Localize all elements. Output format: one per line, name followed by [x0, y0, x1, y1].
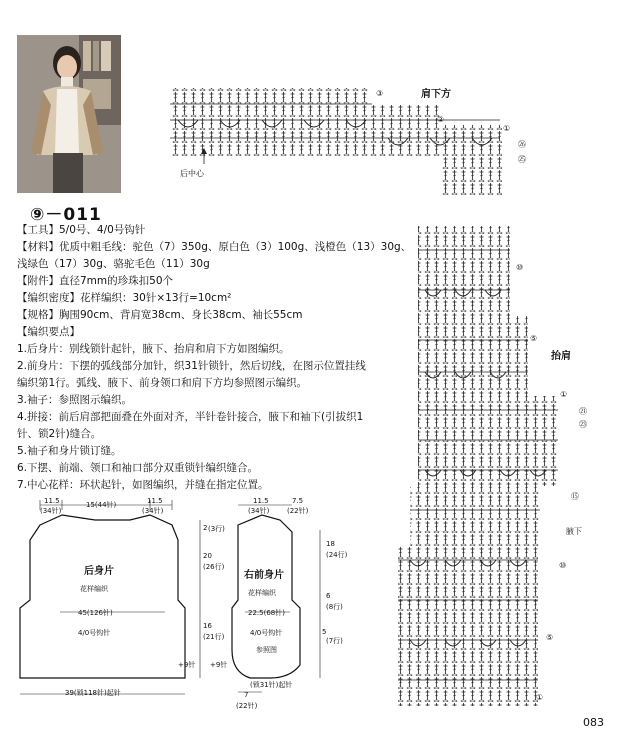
- front-needle: 4/0号钩针: [250, 629, 283, 637]
- front-right-low: 5: [322, 628, 327, 636]
- text-line: 【工具】5/0号、4/0号钩针: [17, 224, 146, 236]
- front-bottom-side: +9针: [210, 661, 228, 669]
- text-line: 7.中心花样：环状起针，如图编织，并缝在指定位置。: [17, 479, 269, 491]
- row-marker: ㉕: [518, 155, 526, 164]
- row-marker: ⑩: [516, 263, 524, 272]
- back-side-low-rows: (21行): [203, 633, 225, 641]
- front-bottom-sts: (22针): [236, 702, 258, 710]
- row-marker: ①: [536, 693, 544, 702]
- row-marker: ⑩: [559, 561, 567, 570]
- back-side-top-rows: (3行): [208, 525, 225, 533]
- front-pattern: 花样编织: [248, 589, 276, 597]
- row-marker: ㉑: [579, 407, 587, 416]
- page-number: 083: [583, 716, 604, 729]
- underarm-label: 腋下: [566, 527, 582, 536]
- front-top-right-sts: (22针): [287, 507, 309, 515]
- back-schematic: [20, 515, 185, 678]
- back-top-mid: 15(44针): [86, 501, 117, 509]
- row-marker: ㉓: [579, 420, 587, 429]
- sleeve-chart: [398, 226, 558, 706]
- text-line: 【附件】直径7mm的珍珠扣50个: [17, 275, 173, 287]
- row-marker: ①: [560, 390, 568, 399]
- text-line: 1.后身片：别线锁针起针，腋下、抬肩和肩下方如图编织。: [17, 343, 290, 355]
- back-pattern: 花样编织: [80, 585, 108, 593]
- text-line: 针、锁2针)缝合。: [17, 428, 102, 440]
- text-line: 5.袖子和身片锁订缝。: [17, 445, 122, 457]
- front-right-top: 18: [326, 540, 335, 548]
- row-marker: ㉖: [518, 140, 526, 149]
- front-ref: 参照图: [256, 646, 277, 654]
- front-right-low-rows: (7行): [326, 637, 343, 645]
- back-top-right-sts: (34针): [142, 507, 164, 515]
- shoulder-label: 肩下方: [421, 89, 451, 100]
- pattern-title: ⑨－011: [30, 205, 102, 225]
- back-name: 后身片: [84, 566, 114, 577]
- text-line: 编织第1行。弧线、腋下、前身领口和肩下方均参照图示编织。: [17, 377, 308, 389]
- front-name: 右前身片: [244, 570, 284, 581]
- text-line: 【编织密度】花样编织：30针×13行=10cm²: [17, 292, 232, 304]
- back-bottom: 39(锁118针)起针: [65, 689, 121, 697]
- front-top-left-sts: (34针): [248, 507, 270, 515]
- text-line: 【编织要点】: [17, 326, 80, 338]
- row-marker: ⑤: [546, 633, 554, 642]
- shoulder-chart: [170, 88, 502, 195]
- armhole-label: 抬肩: [551, 351, 571, 362]
- back-side-mid: 20: [203, 552, 212, 560]
- row-marker: ②: [437, 115, 445, 124]
- back-needle: 4/0号钩针: [78, 629, 111, 637]
- row-marker: ⑮: [571, 492, 579, 501]
- front-right-mid: 6: [326, 592, 331, 600]
- back-center-label: 后中心: [180, 169, 204, 178]
- text-line: 【规格】胸围90cm、背肩宽38cm、身长38cm、袖长55cm: [17, 309, 303, 321]
- row-marker: ①: [503, 124, 511, 133]
- front-right-top-rows: (24行): [326, 551, 348, 559]
- text-line: 3.袖子：参照图示编织。: [17, 394, 133, 406]
- text-line: 【材料】优质中粗毛线：驼色（7）350g、原白色（3）100g、浅橙色（13）30g、: [17, 241, 412, 253]
- back-top-left-sts: (34针): [40, 507, 62, 515]
- front-bottom-width: 7: [244, 691, 249, 699]
- back-side-low: 16: [203, 622, 212, 630]
- front-bottom-chain: (锁31针)起针: [250, 681, 293, 689]
- text-line: 浅绿色（17）30g、骆驼毛色（11）30g: [17, 258, 210, 270]
- back-top-left: 11.5: [44, 497, 60, 505]
- back-bottom-side: +9针: [178, 661, 196, 669]
- front-right-mid-rows: (8行): [326, 603, 343, 611]
- row-marker: ⑤: [530, 334, 538, 343]
- back-width: 45(126针): [78, 609, 113, 617]
- back-side-mid-rows: (26行): [203, 563, 225, 571]
- front-top-right: 7.5: [292, 497, 304, 505]
- text-line: 6.下摆、前端、领口和袖口部分双重锁针编织缝合。: [17, 462, 259, 474]
- front-width: 22.5(68针): [248, 609, 285, 617]
- text-line: 2.前身片：下摆的弧线部分加针，织31针锁针，然后切线，在图示位置挂线: [17, 360, 366, 372]
- back-side-top: 2: [203, 524, 208, 532]
- row-marker: ③: [376, 89, 384, 98]
- front-top-left: 11.5: [253, 497, 269, 505]
- back-top-right: 11.5: [147, 497, 163, 505]
- text-line: 4.拼接：前后肩部把面叠在外面对齐，半针卷针接合，腋下和袖下(引拔织1: [17, 411, 364, 423]
